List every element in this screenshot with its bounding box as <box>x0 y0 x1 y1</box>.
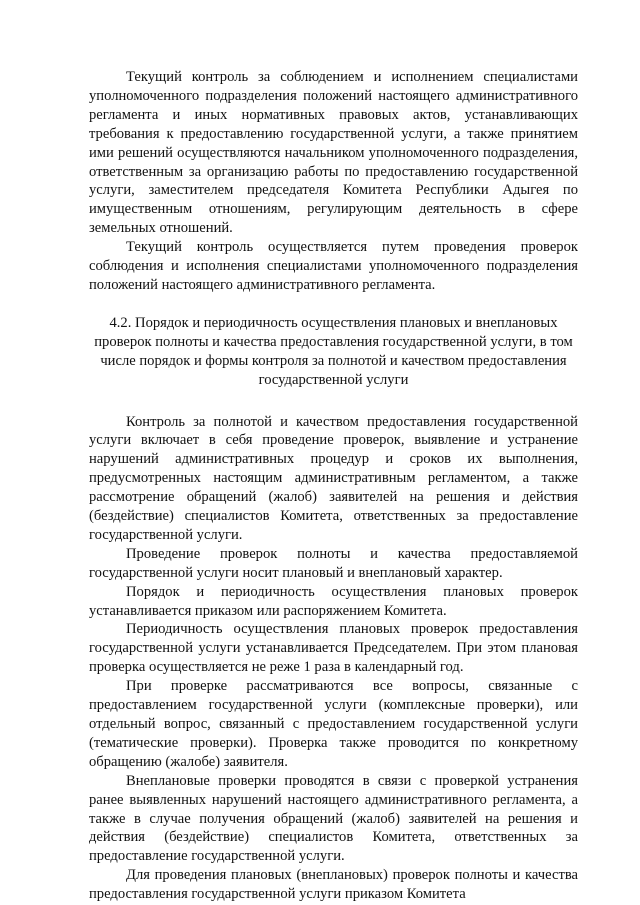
document-page <box>89 68 578 904</box>
paragraph-inspection-questions: При проверке рассматриваются все вопросы, связанные с предоставлением государственной услуги (комплексные проверки), или отдельный вопрос, связанный с предоставлением государственной услуги (тематические проверки). Проверка также проводится по конкретному обращению (жалобе) заявителя. <box>89 678 578 770</box>
paragraph-unscheduled-inspections: Внеплановые проверки проводятся в связи с проверкой устранения ранее выявленных нарушений настоящего административного регламента, а также в случае получения обращений (жалоб) заявителей на решения и действия (бездействие) специалистов Комитета, ответственных за предоставление государственной услуги. <box>89 772 578 865</box>
paragraph-inspection-types: Проведение проверок полноты и качества предоставляемой государственной услуги носит плановый и внеплановый характер. <box>89 545 578 581</box>
paragraph-control-scope: Контроль за полнотой и качеством предоставления государственной услуги включает в себя проведение проверок, выявление и устранение нарушений административных процедур и сроков их выполнения, предусмотренных настоящим административным регламентом, а также рассмотрение обращений (жалоб) заявителей на решения и действия (бездействие) специалистов Комитета, ответственных за предоставление государственной услуги. <box>89 413 578 543</box>
section-heading-4-2: 4.2. Порядок и периодичность осуществления плановых и внеплановых проверок полноты и качества предоставления государственной услуги, в том числе порядок и формы контроля за полнотой и качеством предоставления государственной услуги <box>94 314 573 388</box>
paragraph-inspection-commission: Для проведения плановых (внеплановых) проверок полноты и качества предоставления государственной услуги приказом Комитета <box>89 867 578 903</box>
paragraph-inspection-order: Порядок и периодичность осуществления плановых проверок устанавливается приказом или распоряжением Комитета. <box>89 583 578 619</box>
paragraph-current-control-method: Текущий контроль осуществляется путем проведения проверок соблюдения и исполнения специалистами уполномоченного подразделения положений настоящего административного регламента. <box>89 239 578 293</box>
paragraph-current-control: Текущий контроль за соблюдением и исполнением специалистами уполномоченного подразделения положений настоящего административного регламента и иных нормативных правовых актов, устанавливающих требования к предоставлению государственной услуги, а также принятием ими решений осуществляются начальником уполномоченного подразделения, ответственным за организацию работы по предоставлению государственной услуги, заместителем председателя Комитета Республики Адыгея по имущественным отношениям, регулирующим деятельность в сфере земельных отношений. <box>89 69 578 237</box>
paragraph-inspection-frequency: Периодичность осуществления плановых проверок предоставления государственной услуги устанавливается Председателем. При этом плановая проверка осуществляется не реже 1 раза в календарный год. <box>89 621 578 676</box>
